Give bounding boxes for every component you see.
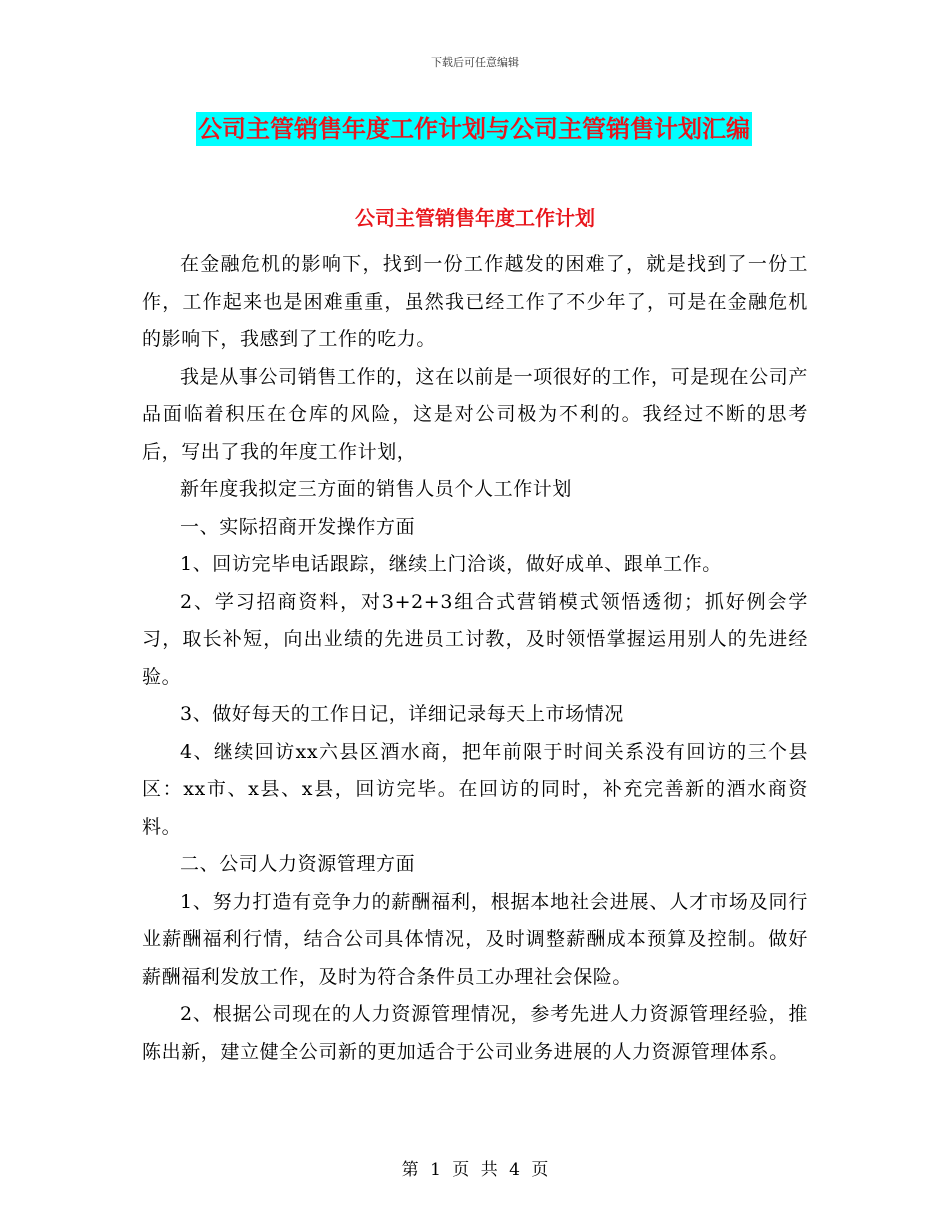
list-item: 4、继续回访xx六县区酒水商，把年前限于时间关系没有回访的三个县区：xx市、x县、x县，回访完毕。在回访的同时，补充完善新的酒水商资料。 — [142, 740, 808, 838]
header-note: 下载后可任意编辑 — [431, 56, 519, 69]
section-title: 公司主管销售年度工作计划 — [355, 206, 595, 230]
list-item: 2、学习招商资料，对3+2+3组合式营销模式领悟透彻；抓好例会学习，取长补短，向出业绩的先进员工讨教，及时领悟掌握运用别人的先进经验。 — [142, 590, 808, 688]
list-item: 1、努力打造有竞争力的薪酬福利，根据本地社会进展、人才市场及同行业薪酬福利行情，结合公司具体情况，及时调整薪酬成本预算及控制。做好薪酬福利发放工作，及时为符合条件员工办理社会保险。 — [142, 890, 808, 988]
list-item: 1、回访完毕电话跟踪，继续上门洽谈，做好成单、跟单工作。 — [180, 553, 722, 575]
list-item: 2、根据公司现在的人力资源管理情况，参考先进人力资源管理经验，推陈出新，建立健全公司新的更加适合于公司业务进展的人力资源管理体系。 — [142, 1003, 808, 1063]
paragraph: 我是从事公司销售工作的，这在以前是一项很好的工作，可是现在公司产品面临着积压在仓库的风险，这是对公司极为不利的。我经过不断的思考后，写出了我的年度工作计划， — [142, 365, 808, 463]
document-main-title: 公司主管销售年度工作计划与公司主管销售计划汇编 — [196, 112, 752, 146]
paragraph: 新年度我拟定三方面的销售人员个人工作计划 — [180, 478, 573, 500]
page-number-footer: 第 1 页 共 4 页 — [401, 1160, 549, 1180]
section-heading: 二、公司人力资源管理方面 — [180, 853, 416, 875]
section-heading: 一、实际招商开发操作方面 — [180, 515, 416, 538]
document-body — [142, 246, 808, 1071]
list-item: 3、做好每天的工作日记，详细记录每天上市场情况 — [180, 703, 624, 725]
paragraph: 在金融危机的影响下，找到一份工作越发的困难了，就是找到了一份工作，工作起来也是困难重重，虽然我已经工作了不少年了，可是在金融危机的影响下，我感到了工作的吃力。 — [142, 253, 808, 350]
